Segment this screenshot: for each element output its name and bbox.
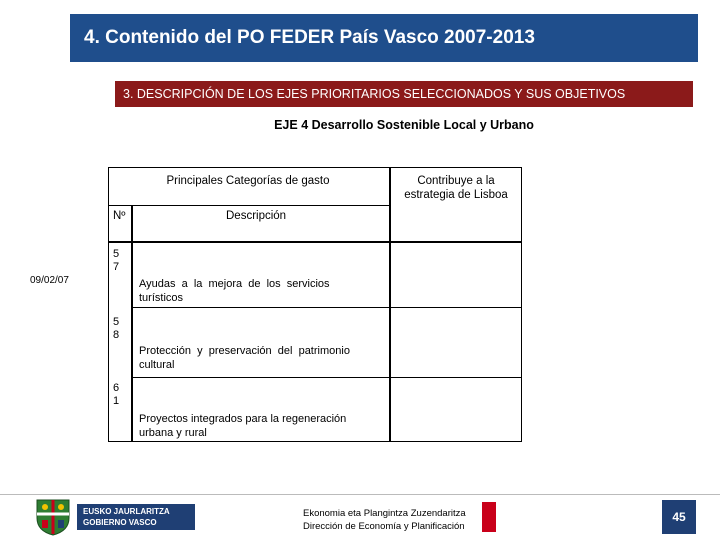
slide-date: 09/02/07	[30, 275, 69, 286]
row-57-num-line2: 7	[113, 261, 120, 273]
page-number-badge	[662, 500, 696, 534]
department-name-spanish: Dirección de Economía y Planificación	[303, 521, 465, 532]
row-61-desc-line1: Proyectos integrados para la regeneración	[139, 413, 347, 425]
section-subtitle	[115, 81, 693, 107]
row-61-num-line2: 1	[113, 395, 120, 407]
row-57-num-line1: 5	[113, 248, 120, 260]
row-61-desc-line2: urbana y rural	[139, 427, 207, 439]
department-name	[303, 507, 466, 533]
axis-heading: EJE 4 Desarrollo Sostenible Local y Urbano	[274, 118, 534, 132]
department-name-basque: Ekonomia eta Plangintza Zuzendaritza	[303, 508, 466, 519]
row-58-desc-line2: cultural	[139, 359, 175, 371]
row-58-num-line2: 8	[113, 329, 120, 341]
table-header-lisbon-line2: estrategia de Lisboa	[404, 189, 508, 201]
slide-title	[70, 14, 698, 62]
row-61-num-line1: 6	[113, 382, 120, 394]
table-num-column	[108, 242, 132, 442]
section-subtitle-text: 3. DESCRIPCIÓN DE LOS EJES PRIORITARIOS SELECCIONADOS Y SUS OBJETIVOS	[123, 87, 626, 101]
table-header-num: Nº	[113, 210, 126, 222]
table-header-categories: Principales Categorías de gasto	[166, 175, 330, 187]
table-row-57	[132, 242, 522, 308]
row-58-desc-line1: Protección y preservación del patrimonio	[139, 345, 350, 357]
table-header-desc: Descripción	[226, 210, 287, 222]
footer-divider	[0, 494, 720, 495]
row-57-desc-line1: Ayudas a la mejora de los servicios	[139, 278, 330, 290]
footer-red-accent	[482, 502, 496, 532]
coat-of-arms-icon	[33, 498, 73, 536]
row-57-desc-line2: turísticos	[139, 292, 184, 304]
logo-line-spanish: GOBIERNO VASCO	[83, 518, 157, 527]
logo-line-basque: EUSKO JAURLARITZA	[83, 507, 170, 516]
government-logo-text	[77, 504, 195, 530]
table-row-58	[132, 308, 522, 378]
page-number: 45	[672, 510, 686, 524]
government-logo	[33, 498, 195, 536]
slide-title-text: 4. Contenido del PO FEDER País Vasco 2007-2013	[84, 27, 535, 48]
table-header-lisbon-line1: Contribuye a la	[417, 175, 495, 187]
row-58-num-line1: 5	[113, 316, 120, 328]
